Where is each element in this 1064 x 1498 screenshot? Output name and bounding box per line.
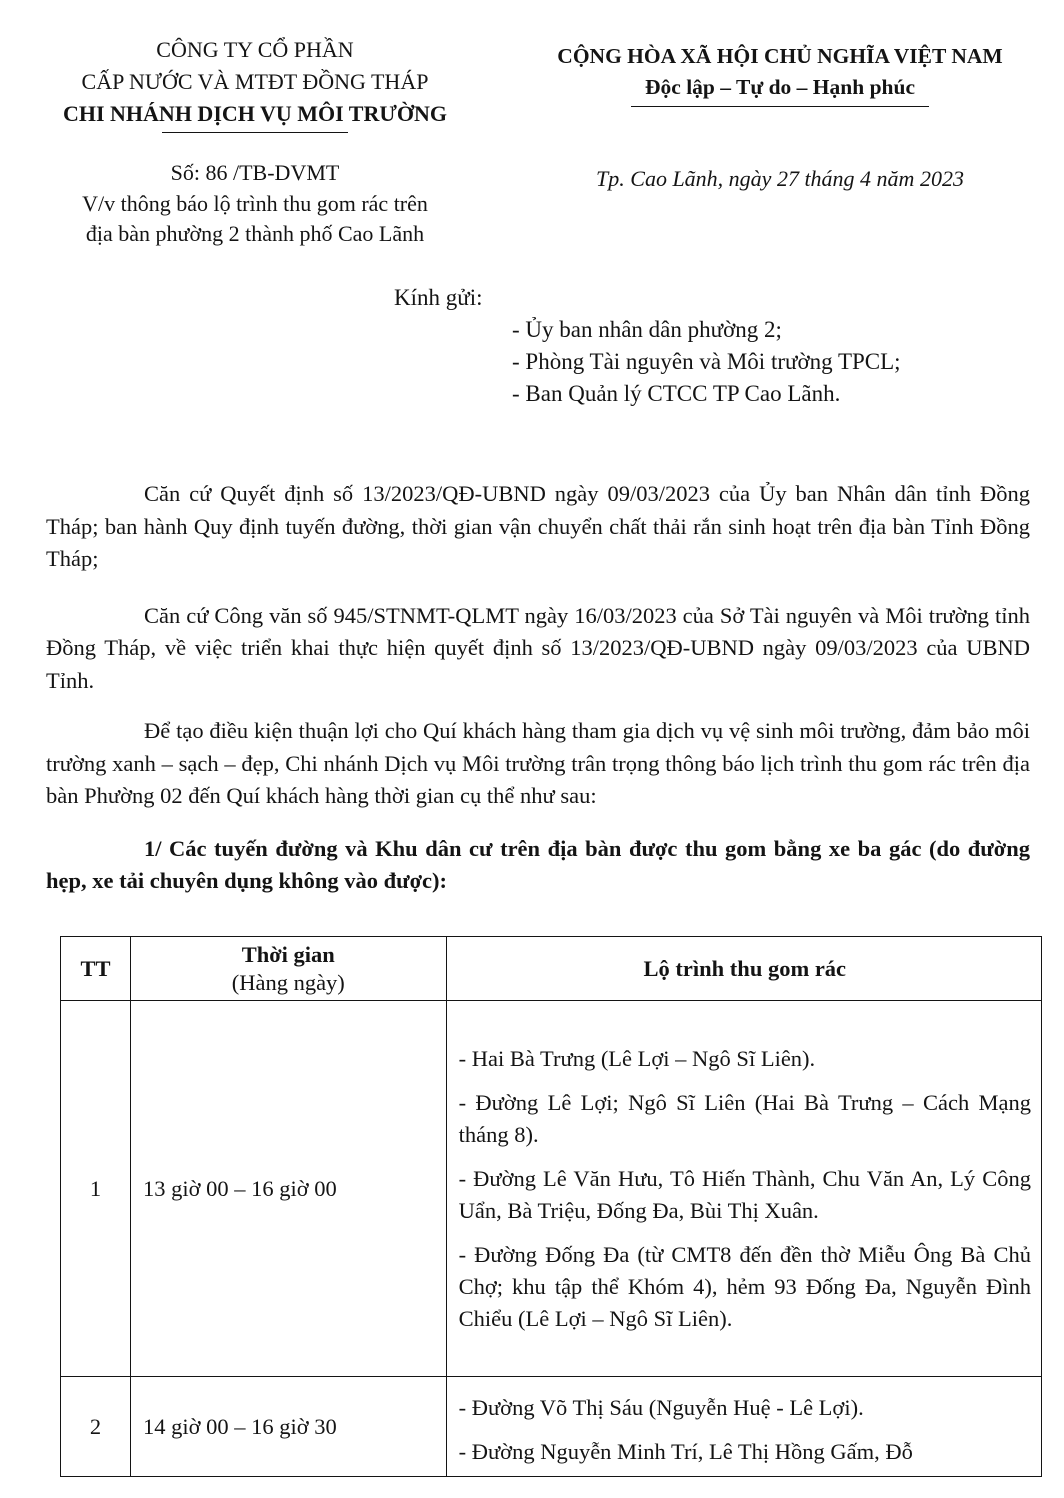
table-header-row xyxy=(61,937,1042,1001)
table-row xyxy=(61,1377,1042,1477)
header-time xyxy=(130,937,446,1001)
body-paragraph: Căn cứ Quyết định số 13/2023/QĐ-UBND ngày 09/03/2023 của Ủy ban Nhân dân tỉnh Đồng Tháp; ban hành Quy định tuyến đường, thời gian vận chuyển chất thải rắn sinh hoạt trên địa bàn Tỉnh Đồng Tháp; xyxy=(46,481,1030,571)
branch-name: CHI NHÁNH DỊCH VỤ MÔI TRƯỜNG xyxy=(62,101,447,126)
company-line-1: CÔNG TY CỔ PHẦN xyxy=(156,37,354,62)
row-routes xyxy=(446,1377,1041,1477)
national-motto: Độc lập – Tự do – Hạnh phúc xyxy=(645,75,915,99)
header-tt: TT xyxy=(61,937,131,1001)
route-item: - Đường Đống Đa (từ CMT8 đến đền thờ Miễu Ông Bà Chủ Chợ; khu tập thể Khóm 4), hẻm 93 Đống Đa, Nguyễn Đình Chiểu (Lê Lợi – Ngô Sĩ Liên). xyxy=(458,1241,1031,1331)
route-item: - Hai Bà Trưng (Lê Lợi – Ngô Sĩ Liên). xyxy=(458,1045,816,1071)
route-item: - Đường Lê Văn Hưu, Tô Hiến Thành, Chu Văn An, Lý Công Uẩn, Bà Triệu, Đống Đa, Bùi Thị Xuân. xyxy=(458,1165,1031,1223)
header-time-title: Thời gian xyxy=(241,941,335,967)
document-body xyxy=(46,478,1030,898)
recipient-list xyxy=(512,314,901,410)
recipient-item: - Phòng Tài nguyên và Môi trường TPCL; xyxy=(512,349,901,374)
subject-line-1: V/v thông báo lộ trình thu gom rác trên xyxy=(82,191,428,216)
company-header xyxy=(20,34,490,133)
place-and-date: Tp. Cao Lãnh, ngày 27 tháng 4 năm 2023 xyxy=(596,166,964,191)
national-title: CỘNG HÒA XÃ HỘI CHỦ NGHĨA VIỆT NAM xyxy=(557,44,1003,68)
body-paragraph: Để tạo điều kiện thuận lợi cho Quí khách hàng tham gia dịch vụ vệ sinh môi trường, đảm bảo môi trường xanh – sạch – đẹp, Chi nhánh Dịch vụ Môi trường trân trọng thông báo lịch trình thu gom rác trên địa bàn Phường 02 đến Quí khách hàng thời gian cụ thể như sau: xyxy=(46,718,1030,808)
subject-line-2: địa bàn phường 2 thành phố Cao Lãnh xyxy=(85,221,425,246)
row-time: 13 giờ 00 – 16 giờ 00 xyxy=(130,1001,446,1377)
route-item: - Đường Nguyễn Minh Trí, Lê Thị Hồng Gấm, Đỗ xyxy=(458,1438,913,1464)
national-header xyxy=(506,40,1054,107)
header-route: Lộ trình thu gom rác xyxy=(446,937,1041,1001)
route-item: - Đường Lê Lợi; Ngô Sĩ Liên (Hai Bà Trưng – Cách Mạng tháng 8). xyxy=(458,1089,1031,1147)
collection-schedule-table xyxy=(60,936,1042,1477)
recipient-item: - Ủy ban nhân dân phường 2; xyxy=(512,317,782,342)
route-item: - Đường Võ Thị Sáu (Nguyễn Huệ - Lê Lợi). xyxy=(458,1394,864,1420)
document-number: Số: 86 /TB-DVMT xyxy=(170,160,340,185)
row-time: 14 giờ 00 – 16 giờ 30 xyxy=(130,1377,446,1477)
row-tt: 1 xyxy=(61,1001,131,1377)
section-heading: 1/ Các tuyến đường và Khu dân cư trên địa bàn được thu gom bằng xe ba gác (do đường hẹp, xe tải chuyên dụng không vào được): xyxy=(46,835,1030,893)
body-paragraph: Căn cứ Công văn số 945/STNMT-QLMT ngày 16/03/2023 của Sở Tài nguyên và Môi trường tỉnh Đồng Tháp, về việc triển khai thực hiện quyết định số 13/2023/QĐ-UBND ngày 09/03/2023 của UBND Tỉnh. xyxy=(46,602,1030,693)
recipient-item: - Ban Quản lý CTCC TP Cao Lãnh. xyxy=(512,381,841,406)
table-row xyxy=(61,1001,1042,1377)
salutation: Kính gửi: xyxy=(394,285,483,310)
motto-underline xyxy=(631,106,929,107)
company-underline xyxy=(162,132,348,133)
company-line-2: CẤP NƯỚC VÀ MTĐT ĐỒNG THÁP xyxy=(81,69,429,94)
row-routes xyxy=(446,1001,1041,1377)
header-time-sub: (Hàng ngày) xyxy=(231,969,345,995)
row-tt: 2 xyxy=(61,1377,131,1477)
document-subject xyxy=(20,189,490,249)
